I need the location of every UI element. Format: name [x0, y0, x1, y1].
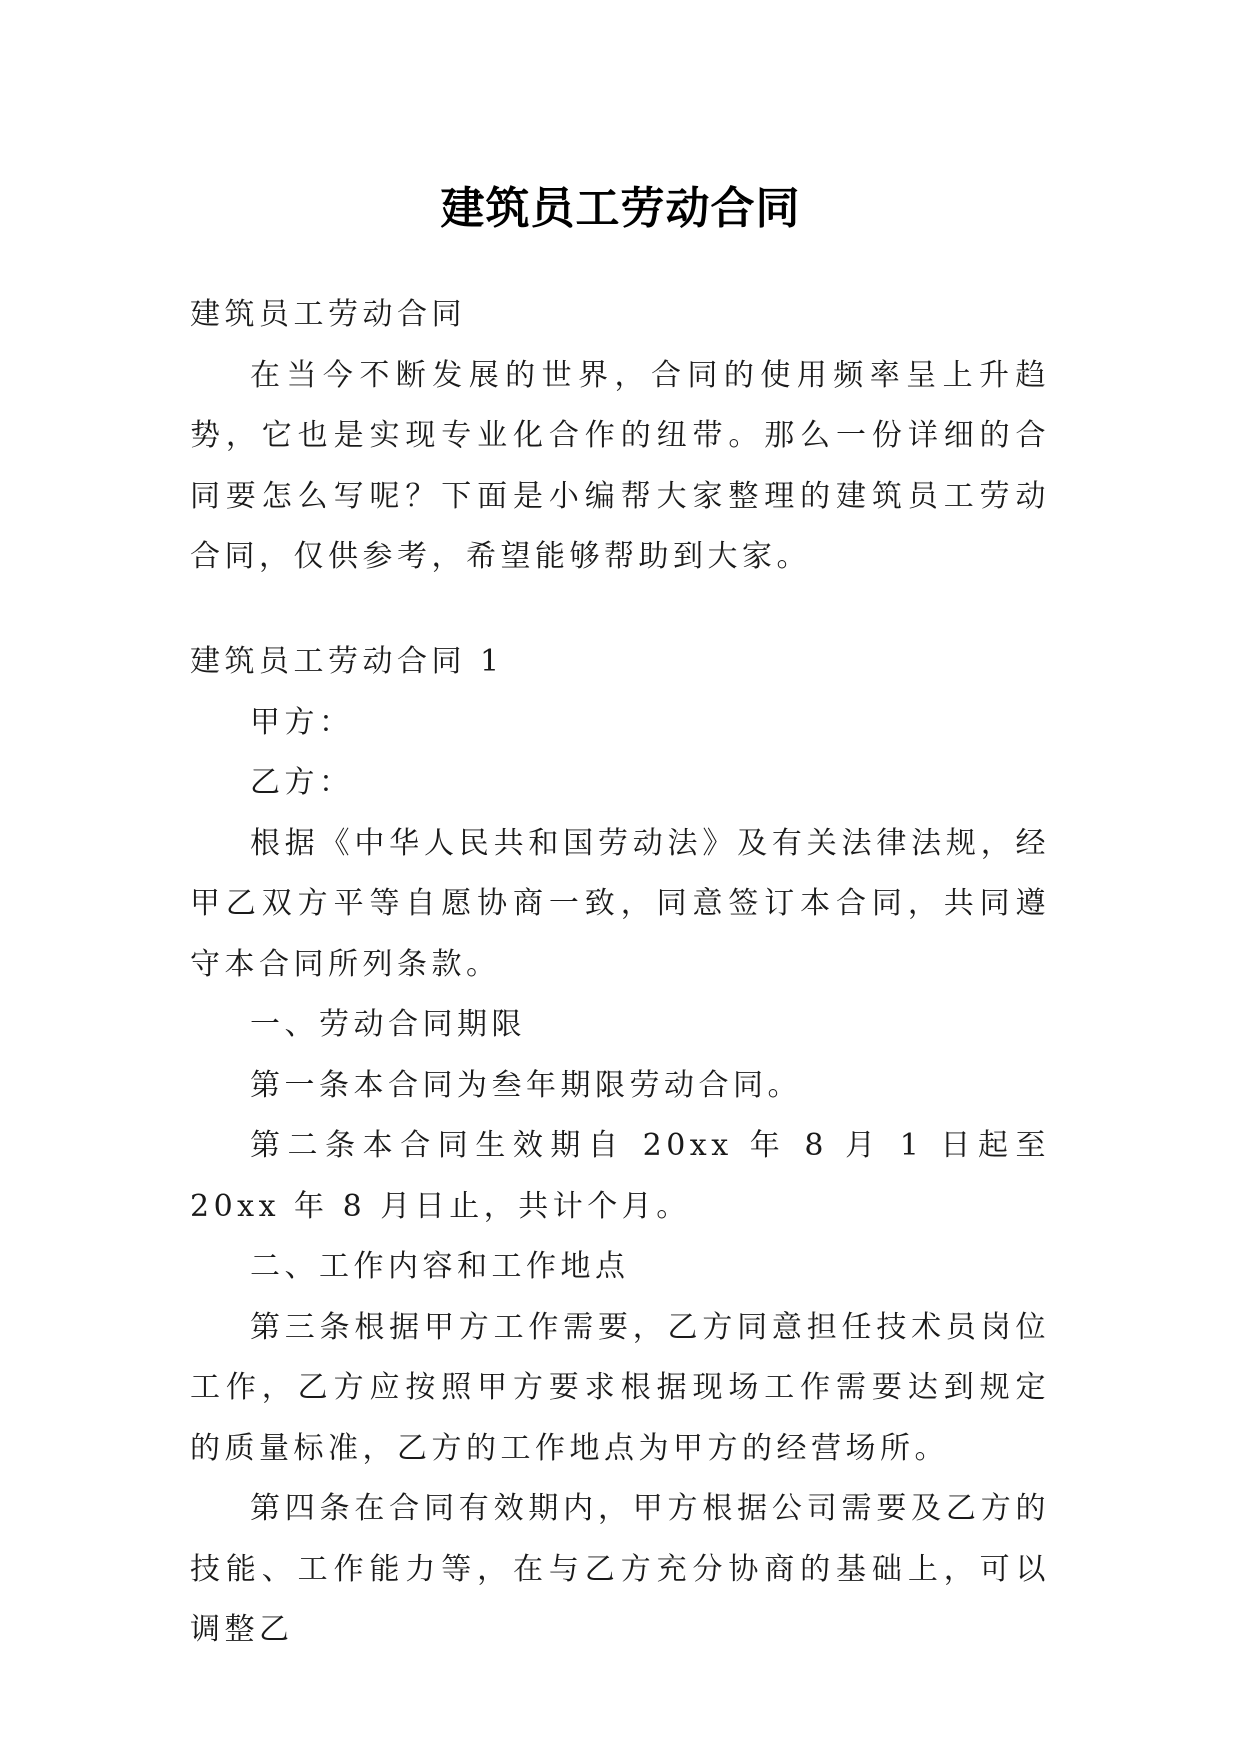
intro-block: [190, 285, 1050, 588]
article-4: 第四条在合同有效期内，甲方根据公司需要及乙方的技能、工作能力等，在与乙方充分协商的基础上，可以调整乙: [190, 1491, 1050, 1647]
preamble-paragraph: 根据《中华人民共和国劳动法》及有关法律法规，经甲乙双方平等自愿协商一致，同意签订本合同，共同遵守本合同所列条款。: [190, 825, 1050, 982]
article-1: 第一条本合同为叁年期限劳动合同。: [250, 1067, 802, 1103]
party-a-label: 甲方：: [250, 704, 354, 740]
article-3: 第三条根据甲方工作需要，乙方同意担任技术员岗位工作，乙方应按照甲方要求根据现场工作需要达到规定的质量标准，乙方的工作地点为甲方的经营场所。: [190, 1309, 1050, 1466]
chapter-heading-work: 二、工作内容和工作地点: [250, 1249, 630, 1284]
document-title: 建筑员工劳动合同: [440, 183, 801, 235]
intro-heading: 建筑员工劳动合同: [190, 297, 466, 332]
contract-body: [190, 632, 1050, 1661]
section-heading: 建筑员工劳动合同 1: [190, 644, 504, 679]
chapter-heading-term: 一、劳动合同期限: [250, 1007, 526, 1042]
intro-paragraph: 在当今不断发展的世界，合同的使用频率呈上升趋势，它也是实现专业化合作的纽带。那么一份详细的合同要怎么写呢？下面是小编帮大家整理的建筑员工劳动合同，仅供参考，希望能够帮助到大家。: [190, 357, 1050, 574]
article-2: 第二条本合同生效期自 20xx 年 8 月 1 日起至 20xx 年 8 月日止，共计个月。: [190, 1128, 1050, 1224]
party-b-label: 乙方：: [250, 765, 354, 800]
